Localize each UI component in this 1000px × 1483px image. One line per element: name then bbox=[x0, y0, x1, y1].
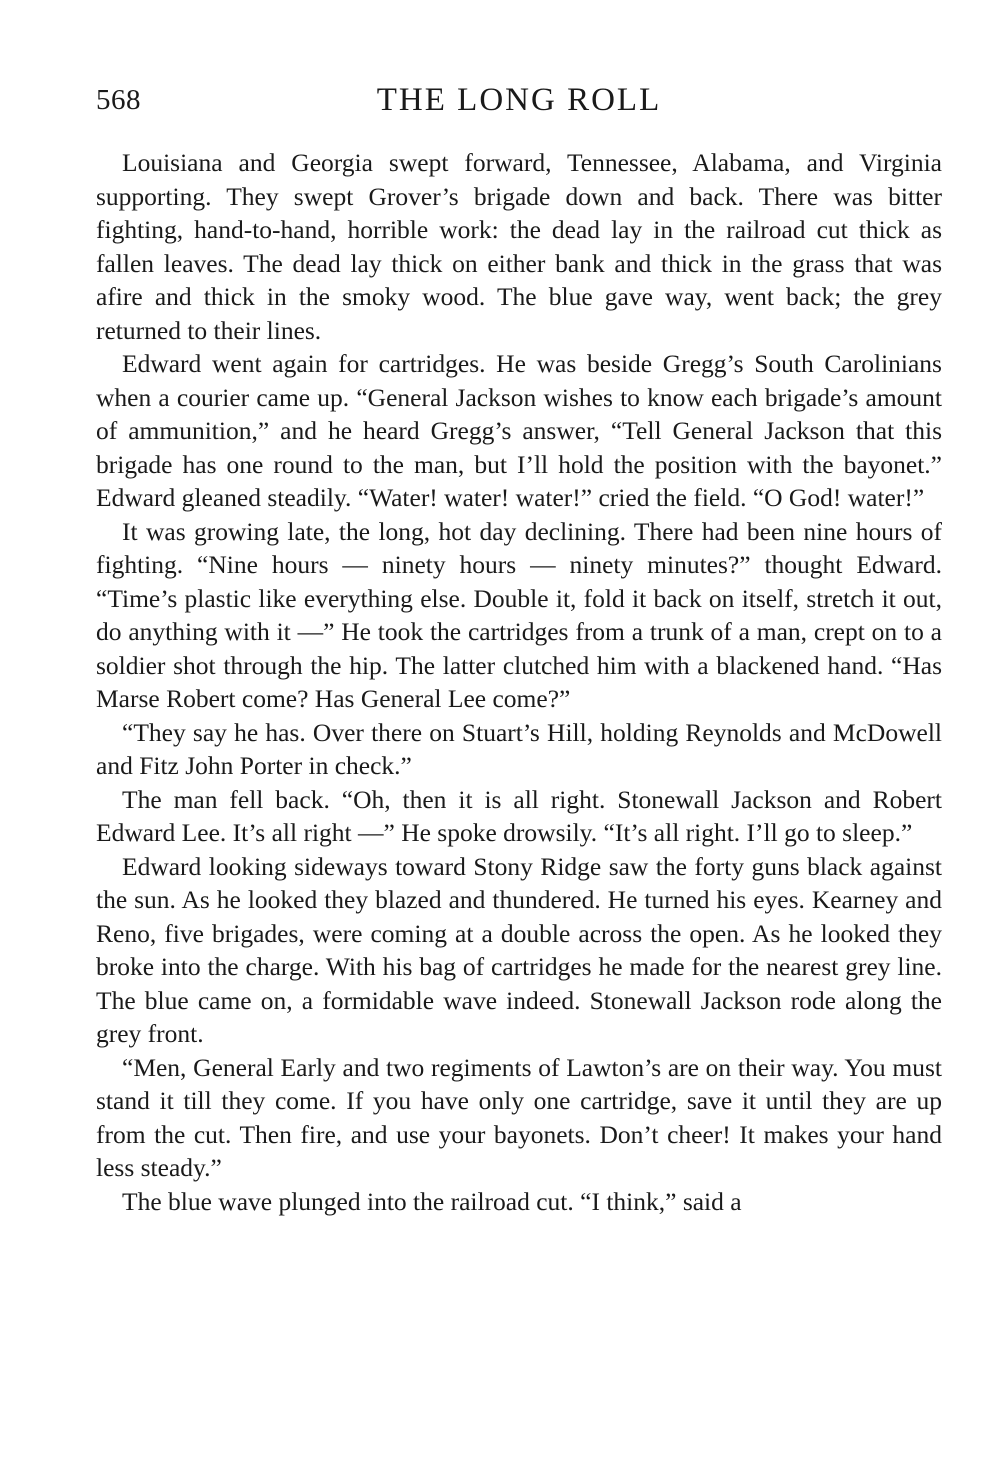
paragraph: It was growing late, the long, hot day declining. There had been nine hours of fighting. “Nine hours — ninety hours — ninety minutes?” thought Edward. “Time’s plastic like everything else. Double it, fold it back on itself, stretch it out, do anything with it —” He took the cartridges from a trunk of a man, crept on to a soldier shot through the hip. The latter clutched him with a blackened hand. “Has Marse Robert come? Has General Lee come?” bbox=[96, 516, 942, 713]
page-number: 568 bbox=[96, 84, 141, 116]
paragraph: “They say he has. Over there on Stuart’s Hill, holding Reynolds and McDowell and Fitz John Porter in check.” bbox=[96, 717, 942, 780]
book-page bbox=[96, 78, 942, 1218]
paragraph: “Men, General Early and two regiments of Lawton’s are on their way. You must stand it till they come. If you have only one cartridge, save it until they are up from the cut. Then fire, and use your bayonets. Don’t cheer! It makes your hand less steady.” bbox=[96, 1052, 942, 1182]
paragraph: The blue wave plunged into the railroad cut. “I think,” said a bbox=[122, 1186, 742, 1216]
paragraph: The man fell back. “Oh, then it is all right. Stonewall Jackson and Robert Edward Lee. It’s all right —” He spoke drowsily. “It’s all right. I’ll go to sleep.” bbox=[96, 784, 942, 847]
page-header bbox=[96, 78, 942, 126]
running-head: THE LONG ROLL bbox=[376, 82, 662, 118]
paragraph: Edward went again for cartridges. He was beside Gregg’s South Carolinians when a courier came up. “General Jackson wishes to know each brigade’s amount of ammunition,” and he heard Gregg’s answer, “Tell General Jackson that this brigade has one round to the man, but I’ll hold the position with the bayonet.” Edward gleaned steadily. “Water! water! water!” cried the field. “O God! water!” bbox=[96, 349, 942, 512]
body-text bbox=[96, 146, 942, 1218]
paragraph: Louisiana and Georgia swept forward, Tennessee, Alabama, and Virginia supporting. They swept Grover’s brigade down and back. There was bitter fighting, hand-to-hand, horrible work: the dead lay in the railroad cut thick as fallen leaves. The dead lay thick on either bank and thick in the grass that was afire and thick in the smoky wood. The blue gave way, went back; the grey returned to their lines. bbox=[96, 148, 942, 345]
paragraph: Edward looking sideways toward Stony Ridge saw the forty guns black against the sun. As he looked they blazed and thundered. He turned his eyes. Kearney and Reno, five brigades, were coming at a double across the open. As he looked they broke into the charge. With his bag of cartridges he made for the nearest grey line. The blue came on, a formidable wave indeed. Stonewall Jackson rode along the grey front. bbox=[96, 851, 942, 1048]
